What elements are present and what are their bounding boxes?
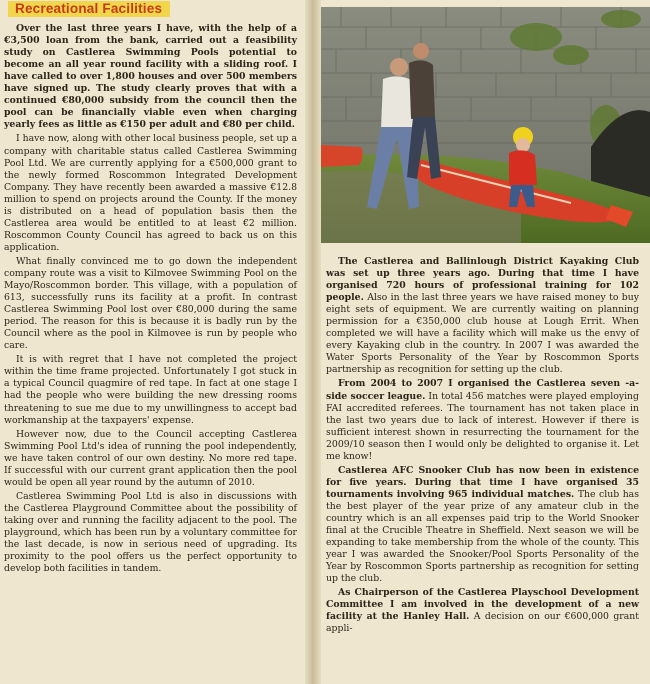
right-column (326, 256, 639, 637)
intro-paragraph (4, 23, 297, 131)
kayaking-text: Also in the last three years we have raised money to buy eight sets of equipment. We are currently waiting on planning permission for a €350,000 club house at Lough Errit. When completed we will have a facility which will make us the envy of every Kayaking club in the country. In 2007 I was awarded the Water Sports Personality of the Year by Roscommon Sports partnership as recognition for setting up the club. (326, 292, 639, 376)
independent-paragraph: However now, due to the Council accepting Castlerea Swimming Pool Ltd's idea of running the pool independently, we have taken control of our own destiny. No more red tape. If successful with our current grant application then the pool would be open all year round by the autumn of 2010. (4, 428, 297, 488)
kayaking-bold-text: The Castlerea and Ballinlough District Kayaking Club was set up three years ago. During that time I have organised 720 hours of professional training for 102 people. (326, 256, 639, 304)
soccer-paragraph (326, 378, 639, 462)
snooker-paragraph (326, 465, 639, 585)
kayaking-photo (321, 7, 650, 243)
playground-paragraph: Castlerea Swimming Pool Ltd is also in discussions with the Castlerea Playground Committee about the possibility of taking over and running the facility adjacent to the pool. The playground, which has been run by a voluntary committee for the last decade, is now in serious need of upgrading. Its proximity to the pool offers us the perfect opportunity to develop both facilities in tandem. (4, 490, 297, 575)
playschool-bold-text: As Chairperson of the Castlerea Playschool Development Committee I am involved in the development of a new facility at the Hanley Hall. (326, 587, 639, 623)
kayaking-photo-illustration (321, 7, 650, 243)
intro-bold-text: Over the last three years I have, with the help of a €3,500 loan from the bank, carried out a feasibility study on Castlerea Swimming Pools potential to become an all year round facility with a sliding roof. I have called to over 1,800 houses and over 500 members have signed up. The study clearly proves that with a continued €80,000 subsidy from the council then the pool can be financially viable even when charging yearly fees as little as €150 per adult and €80 per child. (4, 23, 297, 131)
soccer-bold-text: From 2004 to 2007 I organised the Castlerea seven -a-side soccer league. (326, 378, 639, 402)
page-gutter (305, 0, 321, 684)
kilmovee-paragraph: What finally convinced me to go down the independent company route was a visit to Kilmovee Swimming Pool on the Mayo/Roscommon border. This village, with a population of 613, successfully runs its facility at a profit. In contrast Castlerea Swimming Pool lost over €80,000 during the same period. The reason for this is because it is badly run by the Council where as the pool in Kilmovee is run by people who care. (4, 255, 297, 352)
left-column (4, 0, 297, 577)
playschool-paragraph (326, 587, 639, 635)
kayaking-paragraph (326, 256, 639, 376)
snooker-text: The club has the best player of the year prize of any amateur club in the country which is an all expenses paid trip to the World Snooker final at the Crucible Theatre in Sheffield. Next season we will be expanding to take membership from the whole of the county. This year I was awarded the Snooker/Pool Sports Personality of the Year by Roscommon Sports partnership as recognition for setting up the club. (326, 488, 640, 585)
playschool-text: A decision on our €600,000 grant appli- (326, 611, 639, 635)
soccer-text: In total 456 matches were played employing FAI accredited referees. The tournament has not taken place in the last two years due to lack of interest. However if there is sufficient interest shown in resurrecting the tournament for the 2009/10 season then I would only be delighted to organise it. Let me know! (326, 390, 639, 462)
snooker-bold-text: Castlerea AFC Snooker Club has now been in existence for five years. During that time I have organised 35 tournaments involving 965 individual matches. (326, 464, 639, 500)
red-tape-paragraph: It is with regret that I have not completed the project within the time frame projected. Unfortunately I got stuck in a typical Council quagmire of red tape. In fact at one stage I had the people who were building the new dressing rooms threatening to sue me due to my unwillingness to accept bad workmanship at the taxpayers' expense. (4, 354, 297, 426)
section-heading: Recreational Facilities (8, 1, 170, 17)
company-paragraph: I have now, along with other local business people, set up a company with charitable status called Castlerea Swimming Pool Ltd. We are currently applying for a €500,000 grant to the newly formed Roscommon Integrated Development Company. They have recently been awarded a massive €12.8 million to spend on projects around the County. If the money is distributed on a head of population basis then the Castlerea area would be entitled to at least €2 million. Roscommon County Council has agreed to back us on this application. (4, 133, 297, 253)
